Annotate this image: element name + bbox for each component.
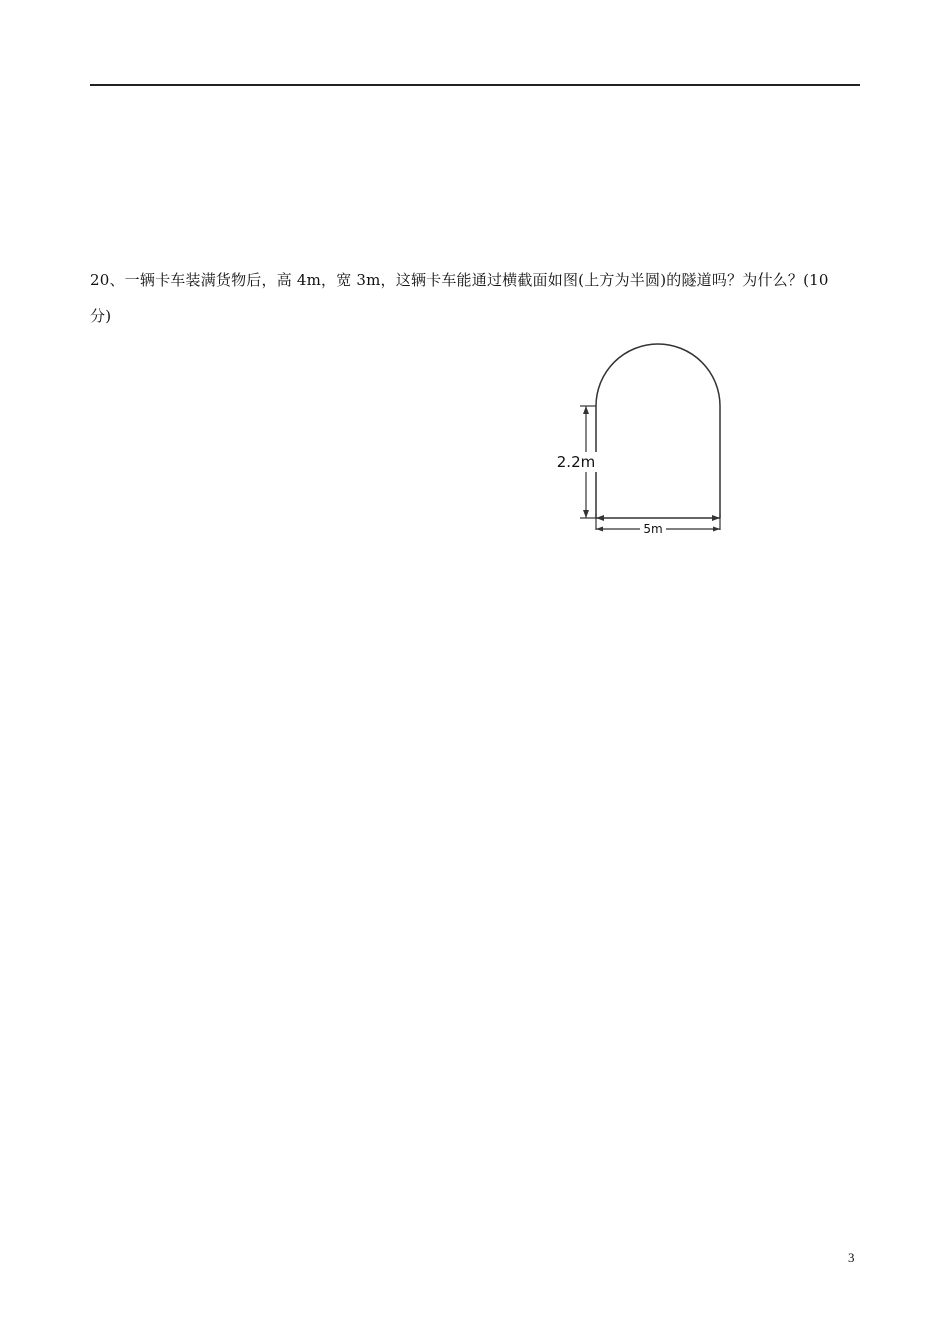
width-arrow-lower-left (596, 527, 603, 532)
page-number: 3 (848, 1250, 855, 1265)
height-arrow-bottom (583, 510, 589, 518)
question-20 (90, 262, 862, 334)
height-arrow-top (583, 406, 589, 414)
width-arrow-right (712, 515, 720, 521)
question-text-line1: 20、一辆卡车装满货物后，高 4m，宽 3m，这辆卡车能通过横截面如图(上方为半圆)的隧道吗？为什么？(10 (90, 271, 829, 289)
tunnel-diagram (540, 330, 740, 540)
question-text-line2: 分) (90, 307, 112, 325)
header-rule (90, 84, 860, 86)
width-arrow-lower-right (713, 527, 720, 532)
tunnel-cross-section-figure (540, 330, 740, 540)
width-label: 5m (643, 522, 663, 536)
width-arrow-left (596, 515, 604, 521)
height-label: 2.2m (556, 453, 596, 471)
tunnel-outline (596, 344, 720, 518)
